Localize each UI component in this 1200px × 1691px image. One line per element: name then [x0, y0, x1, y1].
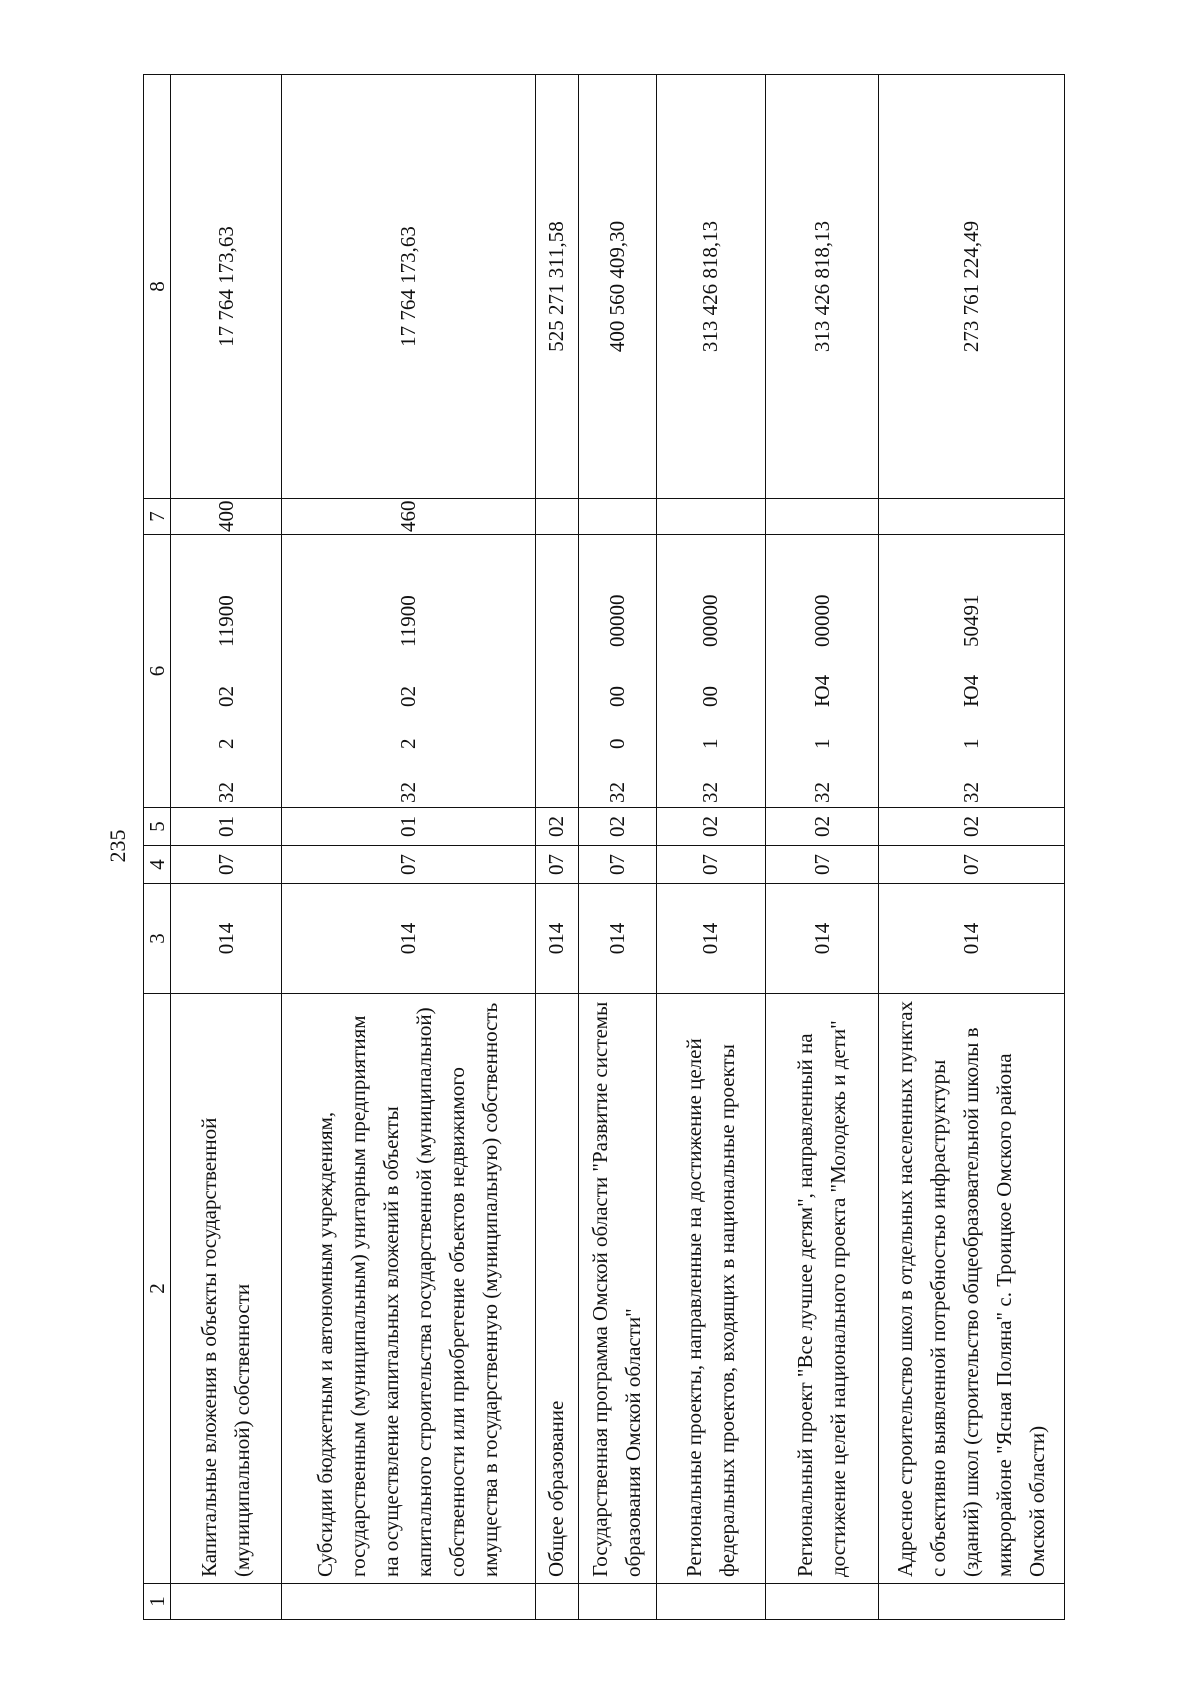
- target-article-code: [214, 567, 238, 803]
- target-article-part: 2: [213, 738, 238, 749]
- table-row: [171, 75, 282, 1620]
- header-col-3: 3: [144, 884, 171, 994]
- cell-target-article: [171, 535, 282, 808]
- cell-amount: 273 761 224,49: [879, 75, 1065, 499]
- header-col-6: 6: [144, 535, 171, 808]
- cell-ministry-code: 014: [579, 884, 657, 994]
- target-article-part: 1: [698, 738, 723, 749]
- cell-ministry-code: 014: [535, 884, 579, 994]
- table-row: [656, 75, 765, 1620]
- page-number: 235: [105, 829, 130, 863]
- header-col-5: 5: [144, 808, 171, 846]
- cell-description: Региональные проекты, направленные на достижение целей федеральных проектов, входящих в национальные проекты: [656, 994, 765, 1584]
- cell-section-code: 07: [879, 846, 1065, 884]
- header-col-2: 2: [144, 994, 171, 1584]
- cell-subsection-code: 02: [579, 808, 657, 846]
- cell-ministry-code: 014: [656, 884, 765, 994]
- budget-table: [143, 74, 1065, 1620]
- cell-description: Адресное строительство школ в отдельных населенных пунктах с объективно выявленной потребностью инфраструктуры (зданий) школ (строительство общеобразовательной школы в микрорайоне "Ясная Поляна" с. Троицкое Омского района Омской области): [879, 994, 1065, 1584]
- cell-number: [579, 1584, 657, 1620]
- cell-amount: 400 560 409,30: [579, 75, 657, 499]
- cell-description: Общее образование: [535, 994, 579, 1584]
- target-article-part: 00000: [809, 594, 834, 647]
- cell-subsection-code: 02: [765, 808, 879, 846]
- target-article-part: 00000: [698, 594, 723, 647]
- cell-subsection-code: 01: [171, 808, 282, 846]
- target-article-part: 02: [395, 686, 420, 707]
- cell-amount: 17 764 173,63: [171, 75, 282, 499]
- header-col-1: 1: [144, 1584, 171, 1620]
- target-article-code: [544, 567, 568, 803]
- cell-ministry-code: 014: [879, 884, 1065, 994]
- cell-section-code: 07: [535, 846, 579, 884]
- cell-description: Капитальные вложения в объекты государственной (муниципальной) собственности: [171, 994, 282, 1584]
- target-article-code: [605, 567, 629, 803]
- table-row: [765, 75, 879, 1620]
- cell-amount: 313 426 818,13: [656, 75, 765, 499]
- cell-ministry-code: 014: [171, 884, 282, 994]
- cell-expense-type: [656, 499, 765, 535]
- target-article-part: 02: [213, 686, 238, 707]
- target-article-part: 00: [604, 686, 629, 707]
- header-col-7: 7: [144, 499, 171, 535]
- cell-target-article: [879, 535, 1065, 808]
- target-article-part: 32: [213, 782, 238, 803]
- header-col-8: 8: [144, 75, 171, 499]
- cell-amount: 17 764 173,63: [282, 75, 535, 499]
- cell-number: [282, 1584, 535, 1620]
- header-col-4: 4: [144, 846, 171, 884]
- cell-target-article: [579, 535, 657, 808]
- target-article-part: 32: [604, 782, 629, 803]
- table-row: [579, 75, 657, 1620]
- cell-description: Государственная программа Омской области "Развитие системы образования Омской области": [579, 994, 657, 1584]
- target-article-part: Ю4: [809, 674, 834, 707]
- target-article-part: 32: [809, 782, 834, 803]
- cell-subsection-code: 02: [656, 808, 765, 846]
- target-article-part: Ю4: [959, 674, 984, 707]
- table-row: [282, 75, 535, 1620]
- cell-target-article: [765, 535, 879, 808]
- target-article-code: [959, 567, 983, 803]
- table-row: [879, 75, 1065, 1620]
- target-article-part: 32: [959, 782, 984, 803]
- cell-target-article: [282, 535, 535, 808]
- target-article-part: 32: [395, 782, 420, 803]
- cell-target-article: [656, 535, 765, 808]
- cell-description: Субсидии бюджетным и автономным учреждениям, государственным (муниципальным) унитарным предприятиям на осуществление капитальных вложений в объекты капитального строительства государственной (муниципальной) собственности или приобретение объектов недвижимого имущества в государственную (муниципальную) собственность: [282, 994, 535, 1584]
- cell-description: Региональный проект "Все лучшее детям", направленный на достижение целей национального проекта "Молодежь и дети": [765, 994, 879, 1584]
- cell-amount: 525 271 311,58: [535, 75, 579, 499]
- cell-expense-type: 460: [282, 499, 535, 535]
- target-article-part: 00: [698, 686, 723, 707]
- target-article-code: [396, 567, 420, 803]
- table-row: [535, 75, 579, 1620]
- target-article-part: 11900: [213, 595, 238, 647]
- target-article-part: 50491: [959, 594, 984, 647]
- cell-number: [535, 1584, 579, 1620]
- cell-expense-type: [765, 499, 879, 535]
- cell-target-article: [535, 535, 579, 808]
- cell-number: [656, 1584, 765, 1620]
- table-header-row: [144, 75, 171, 1620]
- cell-expense-type: [535, 499, 579, 535]
- cell-subsection-code: 02: [879, 808, 1065, 846]
- cell-section-code: 07: [656, 846, 765, 884]
- cell-subsection-code: 01: [282, 808, 535, 846]
- cell-section-code: 07: [765, 846, 879, 884]
- target-article-code: [810, 567, 834, 803]
- target-article-part: 1: [809, 738, 834, 749]
- cell-expense-type: [879, 499, 1065, 535]
- cell-expense-type: [579, 499, 657, 535]
- target-article-part: 0: [604, 738, 629, 749]
- cell-number: [879, 1584, 1065, 1620]
- cell-ministry-code: 014: [765, 884, 879, 994]
- target-article-part: 2: [395, 738, 420, 749]
- cell-ministry-code: 014: [282, 884, 535, 994]
- cell-subsection-code: 02: [535, 808, 579, 846]
- cell-section-code: 07: [579, 846, 657, 884]
- target-article-code: [698, 567, 722, 803]
- cell-amount: 313 426 818,13: [765, 75, 879, 499]
- cell-section-code: 07: [171, 846, 282, 884]
- cell-number: [765, 1584, 879, 1620]
- cell-number: [171, 1584, 282, 1620]
- target-article-part: 32: [698, 782, 723, 803]
- target-article-part: 11900: [395, 595, 420, 647]
- cell-expense-type: 400: [171, 499, 282, 535]
- budget-table-rotated: [143, 75, 1065, 1620]
- cell-section-code: 07: [282, 846, 535, 884]
- target-article-part: 1: [959, 738, 984, 749]
- target-article-part: 00000: [604, 594, 629, 647]
